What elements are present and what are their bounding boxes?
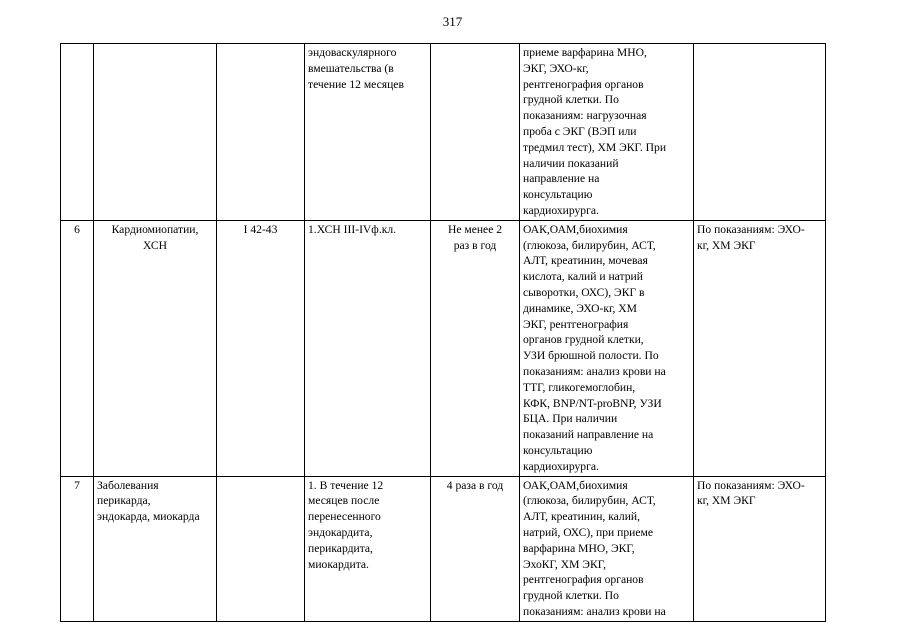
cell-examinations <box>520 220 694 476</box>
cell-line: месяцев после <box>308 494 380 508</box>
cell-line: консультацию <box>523 188 593 202</box>
cell-number: 6 <box>61 220 94 476</box>
cell-additional <box>694 44 826 221</box>
cell-line: консультацию <box>523 443 593 457</box>
cell-line: показаниям: анализ крови на <box>523 364 666 378</box>
cell-line: По показаниям: ЭХО- <box>697 478 805 492</box>
cell-additional <box>694 476 826 621</box>
cell-number: 7 <box>61 476 94 621</box>
cell-line: вмешательства (в <box>308 61 394 75</box>
cell-line: кардиохирурга. <box>523 459 599 473</box>
cell-line: рентгенография органов <box>523 573 644 587</box>
cell-line: грудной клетки. По <box>523 589 619 603</box>
cell-line: варфарина МНО, ЭКГ, <box>523 541 635 555</box>
cell-line: кг, ХМ ЭКГ <box>697 238 756 252</box>
cell-line: АЛТ, креатинин, калий, <box>523 510 640 524</box>
clinical-table <box>60 43 826 622</box>
cell-frequency <box>431 476 520 621</box>
page-number: 317 <box>442 14 463 29</box>
cell-additional <box>694 220 826 476</box>
cell-line: сыворотки, ОХС), ЭКГ в <box>523 285 645 299</box>
cell-line: (глюкоза, билирубин, АСТ, <box>523 494 656 508</box>
cell-line: (глюкоза, билирубин, АСТ, <box>523 238 656 252</box>
cell-line: эндокарда, миокарда <box>97 510 200 524</box>
cell-criteria <box>305 44 431 221</box>
table-row <box>61 476 826 621</box>
cell-line: грудной клетки. По <box>523 93 619 107</box>
cell-examinations <box>520 476 694 621</box>
cell-disease-name <box>94 476 217 621</box>
cell-line: Не менее 2 <box>447 222 503 236</box>
cell-line: перенесенного <box>308 510 381 524</box>
cell-line: кардиохирурга. <box>523 203 599 217</box>
table-row <box>61 220 826 476</box>
cell-line: направление на <box>523 172 600 186</box>
cell-icd-code <box>217 476 305 621</box>
cell-line: 1. В течение 12 <box>308 478 384 492</box>
cell-line: раз в год <box>453 238 497 252</box>
cell-line: ХСН <box>142 238 168 252</box>
cell-line: миокардита. <box>308 557 369 571</box>
cell-line: 4 раза в год <box>446 478 504 492</box>
cell-line: эндокардита, <box>308 525 373 539</box>
cell-line: показаниям: анализ крови на <box>523 604 666 618</box>
cell-line: наличии показаний <box>523 156 619 170</box>
cell-line: Заболевания <box>97 478 159 492</box>
cell-line: кг, ХМ ЭКГ <box>697 494 756 508</box>
cell-line: кислота, калий и натрий <box>523 270 643 284</box>
cell-line: органов грудной клетки, <box>523 333 644 347</box>
cell-disease-name <box>94 220 217 476</box>
cell-criteria <box>305 220 431 476</box>
table-row <box>61 44 826 221</box>
cell-line: проба с ЭКГ (ВЭП или <box>523 124 637 138</box>
cell-line: 1.ХСН III-IVф.кл. <box>308 222 397 236</box>
cell-line: перикарда, <box>97 494 151 508</box>
cell-line: тредмил тест), ХМ ЭКГ. При <box>523 140 667 154</box>
cell-line: ЭКГ, ЭХО-кг, <box>523 61 589 75</box>
cell-line: течение 12 месяцев <box>308 77 404 91</box>
cell-line: натрий, ОХС), при приеме <box>523 525 653 539</box>
cell-line: динамике, ЭХО-кг, ХМ <box>523 301 637 315</box>
cell-line: показаниям: нагрузочная <box>523 109 647 123</box>
cell-line: Кардиомиопатии, <box>111 222 199 236</box>
cell-line: БЦА. При наличии <box>523 412 618 426</box>
cell-line: ЭКГ, рентгенография <box>523 317 629 331</box>
cell-line: ЭхоКГ, ХМ ЭКГ, <box>523 557 606 571</box>
cell-line: приеме варфарина МНО, <box>523 46 647 59</box>
cell-number <box>61 44 94 221</box>
cell-line: ОАК,ОАМ,биохимия <box>523 478 628 492</box>
cell-line: рентгенография органов <box>523 77 644 91</box>
cell-icd-code: I 42-43 <box>217 220 305 476</box>
cell-line: ТТГ, гликогемоглобин, <box>523 380 636 394</box>
cell-line: УЗИ брюшной полости. По <box>523 349 659 363</box>
cell-line: По показаниям: ЭХО- <box>697 222 805 236</box>
cell-line: АЛТ, креатинин, мочевая <box>523 254 648 268</box>
cell-examinations <box>520 44 694 221</box>
cell-line: ОАК,ОАМ,биохимия <box>523 222 628 236</box>
cell-criteria <box>305 476 431 621</box>
cell-line: эндоваскулярного <box>308 46 397 59</box>
cell-line: КФК, BNP/NT-proBNP, УЗИ <box>523 396 662 410</box>
cell-icd-code <box>217 44 305 221</box>
cell-frequency <box>431 44 520 221</box>
cell-frequency <box>431 220 520 476</box>
cell-line: показаний направление на <box>523 428 654 442</box>
cell-line: перикардита, <box>308 541 373 555</box>
cell-disease-name <box>94 44 217 221</box>
